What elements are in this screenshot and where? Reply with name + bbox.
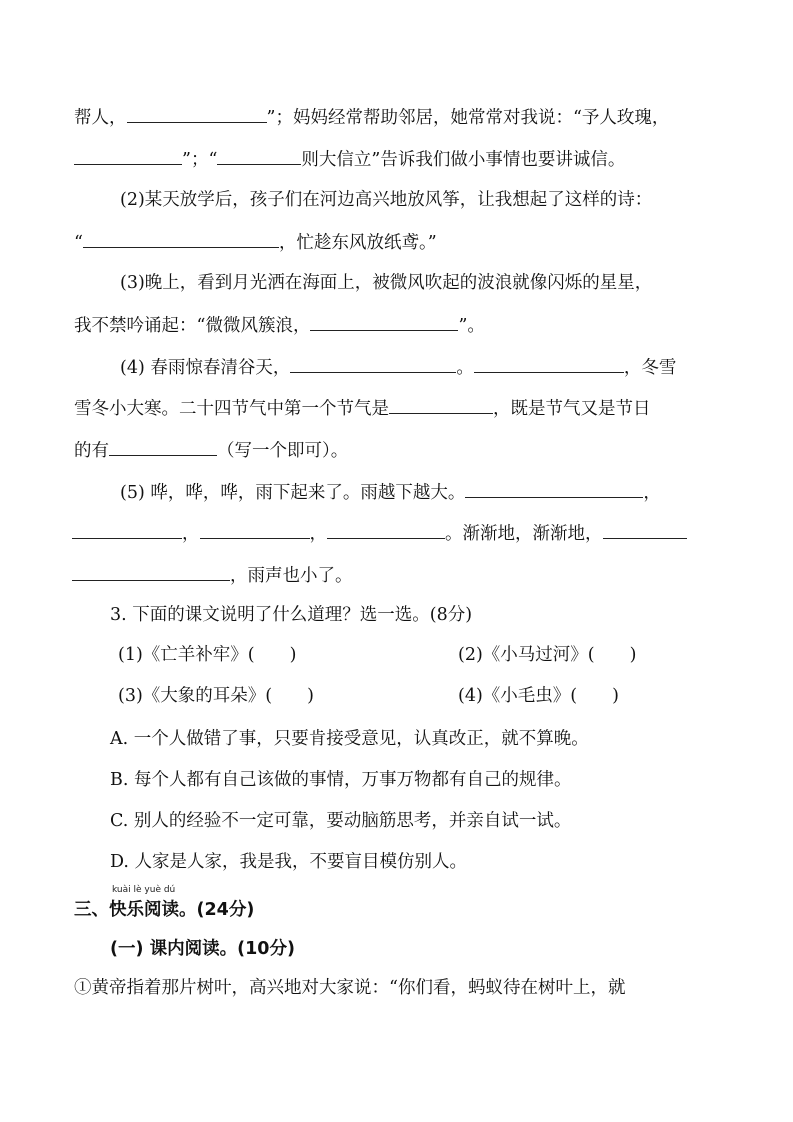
q2-part2-line1: (2)某天放学后，孩子们在河边高兴地放风筝，让我想起了这样的诗： bbox=[120, 190, 653, 210]
answer-blank[interactable] bbox=[474, 354, 624, 373]
answer-blank[interactable] bbox=[74, 146, 182, 165]
q2-part2-line2: “ ，忙趁东风放纸鸢。” bbox=[74, 229, 437, 255]
answer-blank[interactable] bbox=[465, 479, 643, 498]
q3-item-3: (3)《大象的耳朵》( ) bbox=[118, 686, 314, 706]
q2-part5-line3: ，雨声也小了。 bbox=[72, 562, 353, 588]
q3-item-4: (4)《小毛虫》( ) bbox=[458, 686, 619, 706]
q3-title: 3. 下面的课文说明了什么道理？选一选。(8分) bbox=[110, 605, 473, 625]
answer-blank[interactable] bbox=[603, 520, 687, 539]
subsection-heading: (一) 课内阅读。(10分) bbox=[110, 939, 295, 959]
answer-blank[interactable] bbox=[83, 229, 279, 248]
q2-part4-line3: 的有 （写一个即可）。 bbox=[74, 437, 348, 463]
q2-part3-line1: (3)晚上，看到月光洒在海面上，被微风吹起的波浪就像闪烁的星星， bbox=[120, 273, 653, 293]
answer-blank[interactable] bbox=[72, 520, 182, 539]
q3-option-b: B. 每个人都有自己该做的事情，万事万物都有自己的规律。 bbox=[110, 770, 572, 790]
q2-part3-line2: 我不禁吟诵起：“微微风簇浪， ”。 bbox=[74, 312, 485, 338]
answer-blank[interactable] bbox=[109, 437, 217, 456]
answer-blank[interactable] bbox=[217, 146, 301, 165]
q3-option-c: C. 别人的经验不一定可靠，要动脑筋思考，并亲自试一试。 bbox=[110, 811, 572, 831]
q2-line1: 帮人， ”；妈妈经常帮助邻居，她常常对我说：“予人玫瑰， bbox=[74, 104, 669, 130]
section-heading: 三、快乐阅读。(24分) bbox=[74, 900, 255, 920]
answer-blank[interactable] bbox=[327, 520, 445, 539]
answer-blank[interactable] bbox=[127, 104, 267, 123]
answer-blank[interactable] bbox=[200, 520, 310, 539]
section-pinyin: kuài lè yuè dú bbox=[112, 885, 176, 895]
answer-blank[interactable] bbox=[389, 395, 493, 414]
q3-item-1: (1)《亡羊补牢》( ) bbox=[118, 645, 297, 665]
q2-part5-line2: ， ， 。渐渐地，渐渐地， bbox=[72, 520, 687, 546]
answer-blank[interactable] bbox=[72, 562, 230, 581]
q2-part4-line2: 雪冬小大寒。二十四节气中第一个节气是 ，既是节气又是节日 bbox=[74, 395, 651, 421]
q3-option-d: D. 人家是人家，我是我，不要盲目模仿别人。 bbox=[110, 852, 468, 872]
reading-paragraph: ①黄帝指着那片树叶，高兴地对大家说：“你们看，蚂蚁待在树叶上，就 bbox=[74, 978, 626, 998]
q2-line2: ”；“ 则大信立”告诉我们做小事情也要讲诚信。 bbox=[74, 146, 625, 172]
answer-blank[interactable] bbox=[310, 312, 458, 331]
answer-blank[interactable] bbox=[290, 354, 456, 373]
q3-option-a: A. 一个人做错了事，只要肯接受意见，认真改正，就不算晚。 bbox=[110, 729, 589, 749]
q3-item-2: (2)《小马过河》( ) bbox=[458, 645, 637, 665]
q2-part5-line1: (5) 哗，哗，哗，雨下起来了。雨越下越大。 ， bbox=[120, 479, 661, 505]
q2-part4-line1: (4) 春雨惊春清谷天， 。 ，冬雪 bbox=[120, 354, 676, 380]
